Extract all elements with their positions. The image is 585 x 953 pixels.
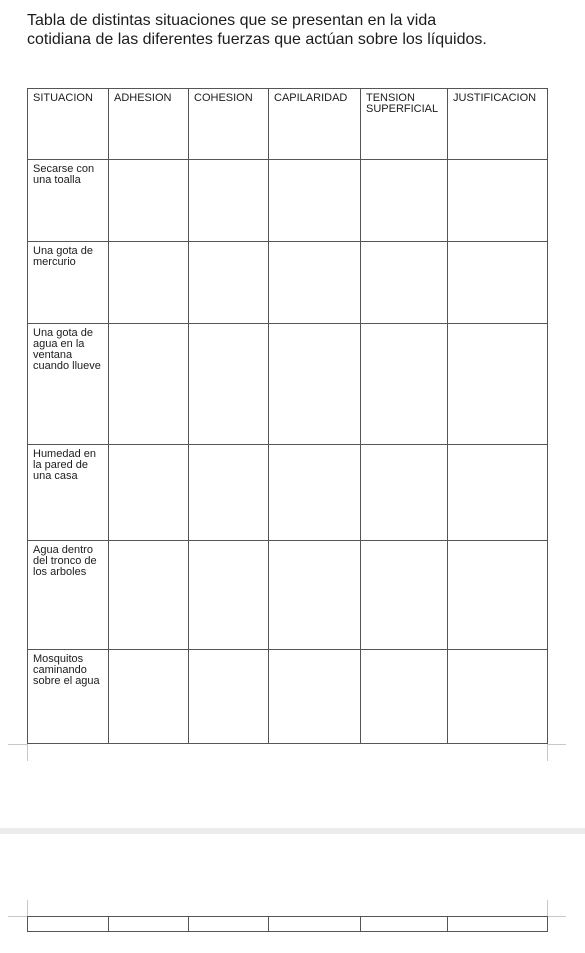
tension-cell[interactable] — [361, 242, 448, 324]
justificacion-cell[interactable] — [448, 541, 548, 650]
header-capilaridad: CAPILARIDAD — [269, 89, 361, 160]
tension-cell[interactable] — [361, 324, 448, 445]
margin-mark-right-v — [547, 744, 548, 761]
adhesion-cell[interactable] — [109, 445, 189, 541]
table-row — [28, 242, 548, 324]
header-adhesion: ADHESION — [109, 89, 189, 160]
cohesion-cell[interactable] — [189, 160, 269, 242]
tension-cell[interactable] — [361, 160, 448, 242]
situation-cell: Mosquitos caminando sobre el agua — [28, 650, 109, 744]
situation-cell: Una gota de agua en la ventana cuando llueve — [28, 324, 109, 445]
justificacion-cell[interactable] — [448, 324, 548, 445]
justificacion-cell[interactable] — [448, 650, 548, 744]
adhesion-cell[interactable] — [109, 160, 189, 242]
adhesion-cell[interactable] — [109, 650, 189, 744]
situation-cell: Secarse con una toalla — [28, 160, 109, 242]
cohesion-cell[interactable] — [189, 242, 269, 324]
capilaridad-cell[interactable] — [269, 242, 361, 324]
capilaridad-cell[interactable] — [269, 445, 361, 541]
header-cohesion: COHESION — [189, 89, 269, 160]
tension-cell[interactable] — [361, 541, 448, 650]
adhesion-cell[interactable] — [109, 242, 189, 324]
table-continuation — [27, 916, 548, 932]
capilaridad-cell[interactable] — [269, 917, 361, 932]
table-row — [28, 445, 548, 541]
adhesion-cell[interactable] — [109, 917, 189, 932]
title-line-1: Tabla de distintas situaciones que se presentan en la vida — [27, 12, 437, 29]
tension-cell[interactable] — [361, 917, 448, 932]
tension-cell[interactable] — [361, 650, 448, 744]
margin-mark-left-v — [27, 744, 28, 761]
margin-mark-left-v2 — [27, 900, 28, 917]
cohesion-cell[interactable] — [189, 541, 269, 650]
table-header-row — [28, 89, 548, 160]
capilaridad-cell[interactable] — [269, 541, 361, 650]
situation-cell: Agua dentro del tronco de los arboles — [28, 541, 109, 650]
capilaridad-cell[interactable] — [269, 324, 361, 445]
margin-mark-right-v2 — [547, 900, 548, 917]
header-situacion: SITUACION — [28, 89, 109, 160]
justificacion-cell[interactable] — [448, 160, 548, 242]
situation-cell: Una gota de mercurio — [28, 242, 109, 324]
cohesion-cell[interactable] — [189, 917, 269, 932]
cohesion-cell[interactable] — [189, 324, 269, 445]
header-tension-superficial: TENSION SUPERFICIAL — [361, 89, 448, 160]
margin-mark-right-h — [547, 744, 566, 745]
justificacion-cell[interactable] — [448, 242, 548, 324]
page-separator — [0, 828, 585, 834]
header-justificacion: JUSTIFICACION — [448, 89, 548, 160]
table-row — [28, 917, 548, 932]
margin-mark-right-h2 — [547, 916, 566, 917]
margin-mark-left-h2 — [8, 916, 27, 917]
margin-mark-left-h — [8, 744, 27, 745]
justificacion-cell[interactable] — [448, 445, 548, 541]
table-row — [28, 541, 548, 650]
tension-cell[interactable] — [361, 445, 448, 541]
table-row — [28, 650, 548, 744]
cohesion-cell[interactable] — [189, 445, 269, 541]
adhesion-cell[interactable] — [109, 324, 189, 445]
table-row — [28, 160, 548, 242]
situation-cell[interactable] — [28, 917, 109, 932]
forces-table — [27, 88, 548, 744]
document-title — [27, 11, 567, 49]
table-row — [28, 324, 548, 445]
capilaridad-cell[interactable] — [269, 650, 361, 744]
justificacion-cell[interactable] — [448, 917, 548, 932]
capilaridad-cell[interactable] — [269, 160, 361, 242]
cohesion-cell[interactable] — [189, 650, 269, 744]
situation-cell: Humedad en la pared de una casa — [28, 445, 109, 541]
adhesion-cell[interactable] — [109, 541, 189, 650]
title-line-2: cotidiana de las diferentes fuerzas que actúan sobre los líquidos. — [27, 31, 487, 48]
